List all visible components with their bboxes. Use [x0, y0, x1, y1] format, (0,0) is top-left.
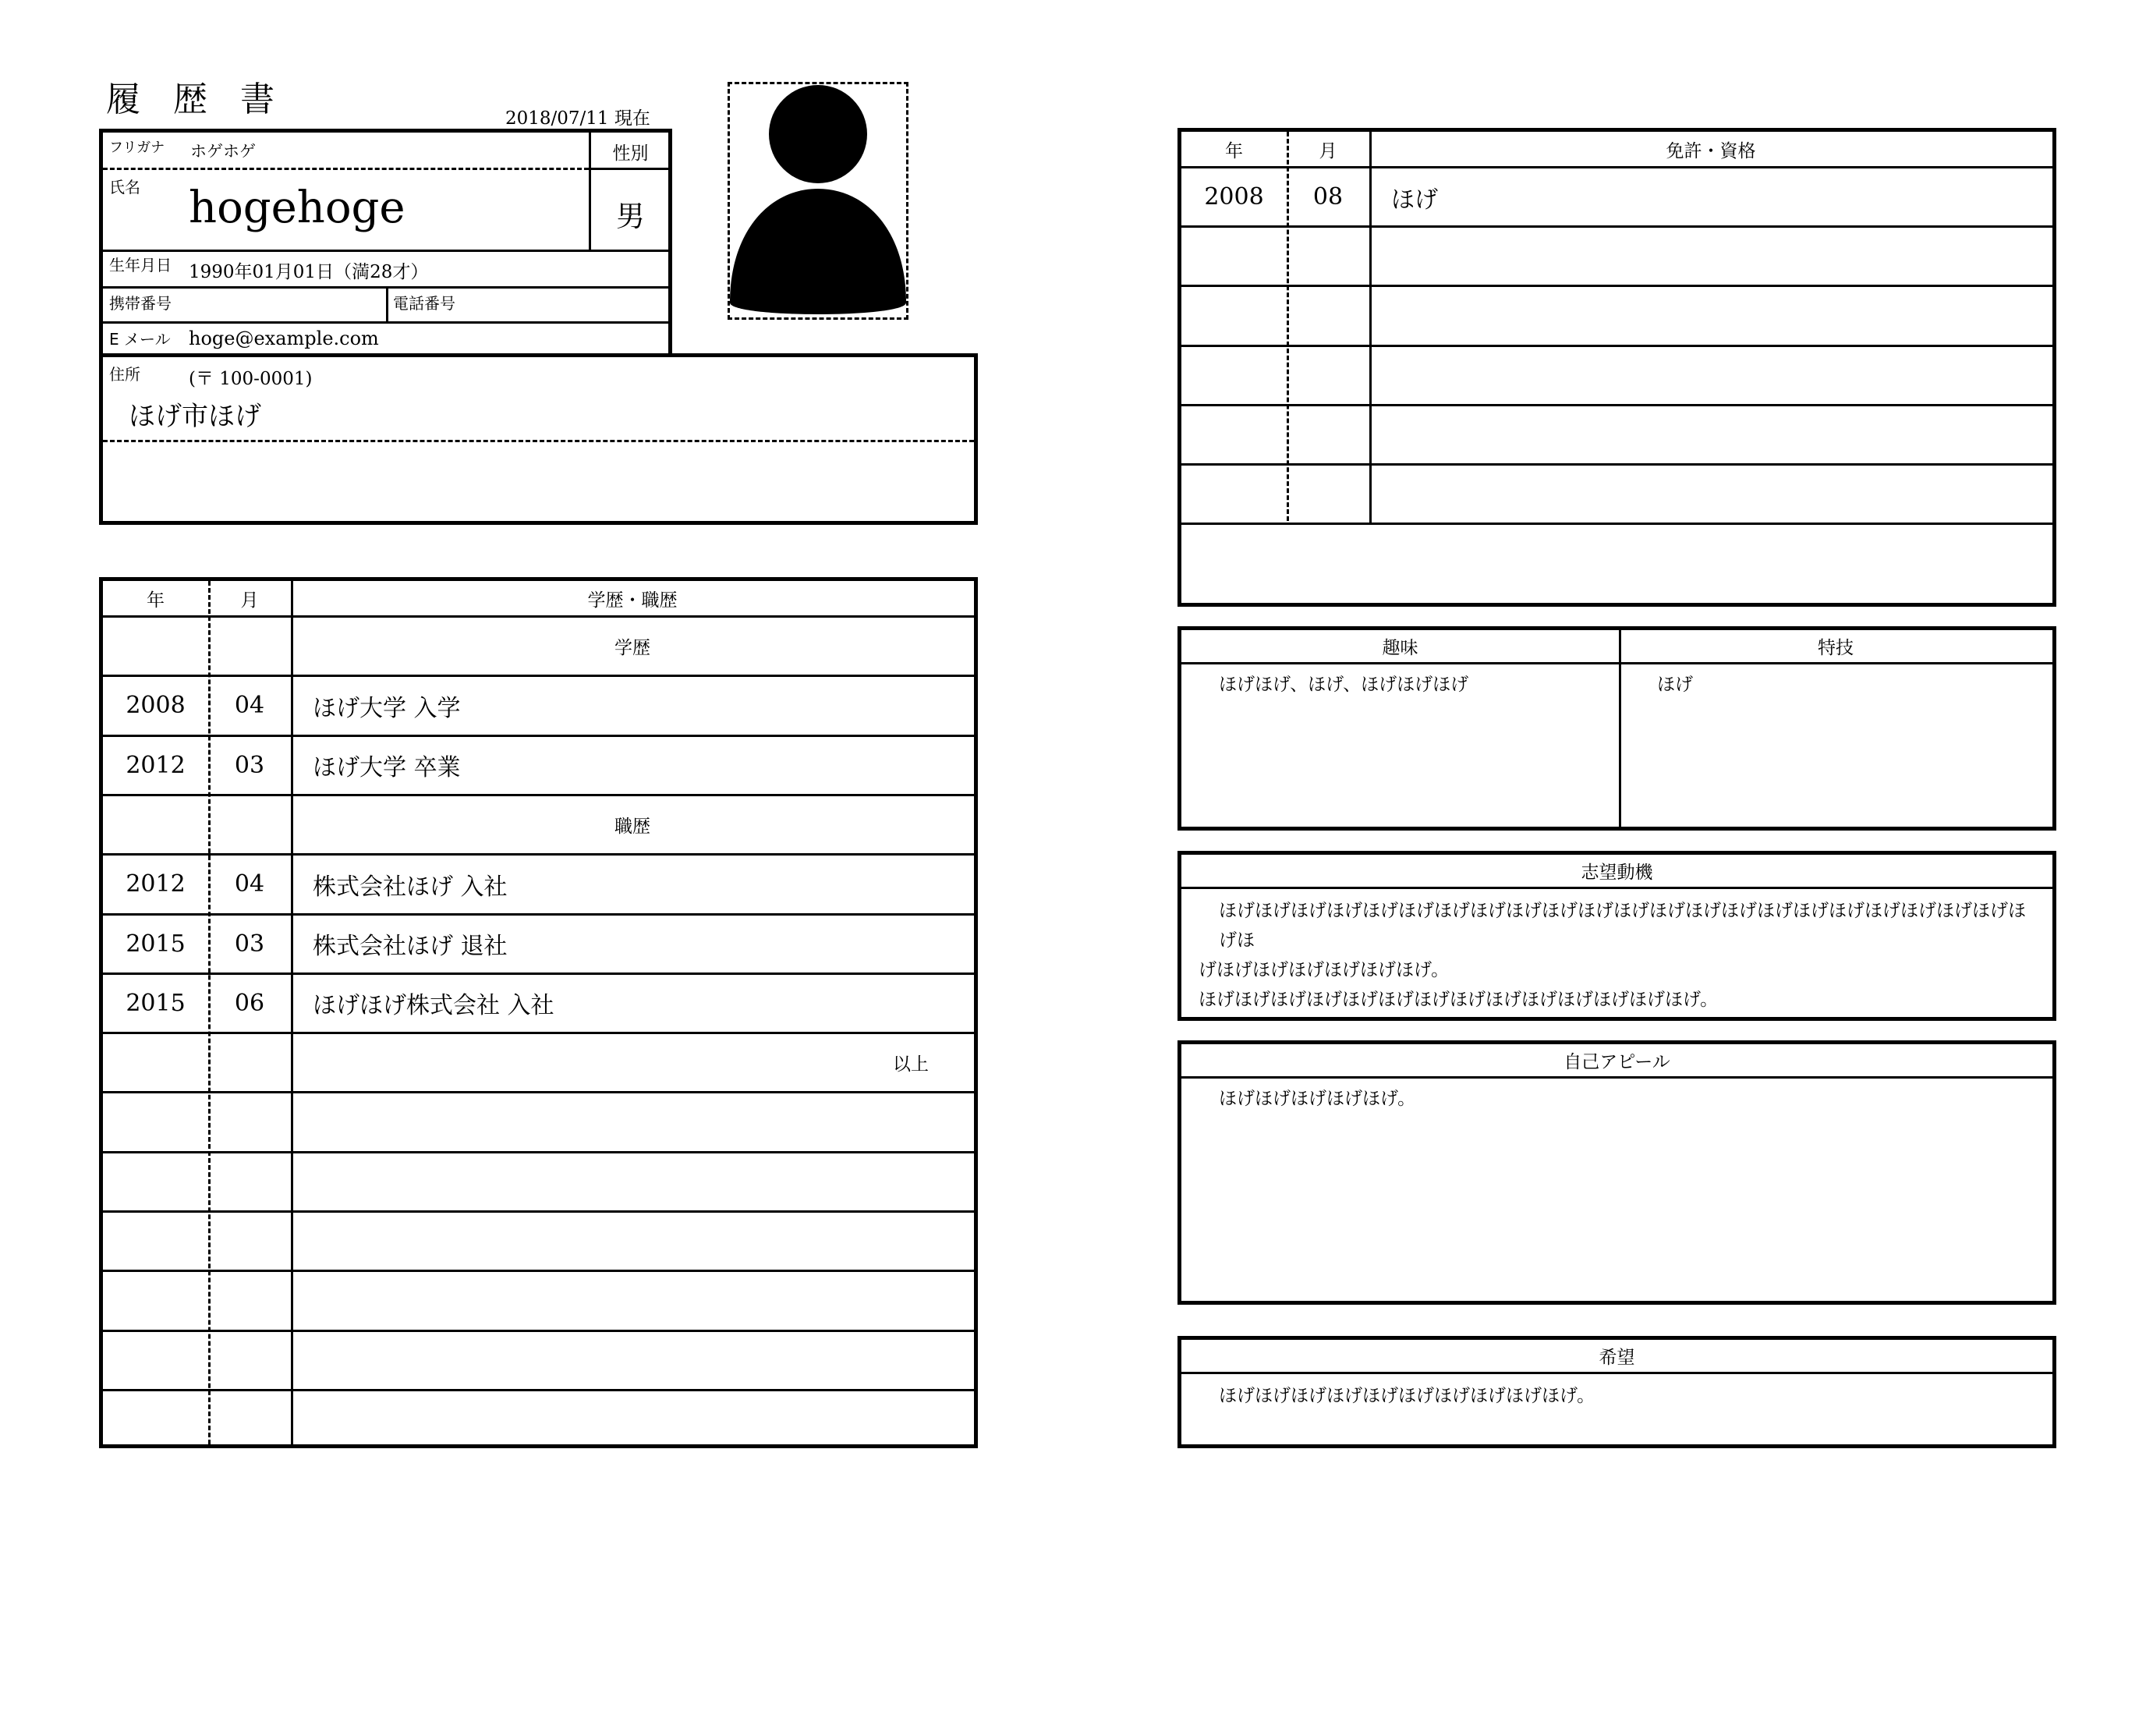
license-table — [1177, 128, 2056, 607]
history-month[interactable] — [208, 1213, 291, 1270]
furigana-value[interactable]: ホゲホゲ — [190, 142, 256, 161]
address-label: 住所 — [109, 365, 140, 384]
motivation-text[interactable] — [1199, 896, 2040, 1015]
history-year[interactable] — [103, 1153, 208, 1210]
history-row — [103, 973, 974, 1032]
history-year[interactable]: 2012 — [126, 751, 186, 779]
history-end-mark[interactable]: 以上 — [893, 1054, 929, 1075]
history-row — [103, 1210, 974, 1270]
motivation-line: ほげほげほげほげほげほげほげほげほげほげほげほげほげほげ。 — [1199, 990, 1719, 1010]
self-pr-box — [1177, 1040, 2056, 1305]
license-month[interactable]: 08 — [1312, 183, 1344, 211]
gender-value[interactable]: 男 — [616, 200, 645, 233]
person-silhouette-icon — [730, 84, 906, 317]
history-content[interactable]: 株式会社ほげ 退社 — [313, 933, 508, 961]
motivation-label: 志望動機 — [1181, 855, 2052, 889]
history-section-heading[interactable]: 学歴 — [614, 638, 650, 659]
license-month[interactable] — [1287, 347, 1369, 404]
motivation-line: げほげほげほげほげほげほげ。 — [1199, 960, 1450, 980]
history-content[interactable]: 株式会社ほげ 入社 — [313, 873, 508, 901]
history-table — [99, 577, 978, 1448]
address-box — [99, 353, 978, 525]
license-content[interactable] — [1369, 228, 2052, 285]
history-month[interactable] — [208, 796, 291, 853]
history-row — [103, 1091, 974, 1150]
license-content[interactable] — [1369, 347, 2052, 404]
license-year[interactable]: 2008 — [1204, 183, 1264, 211]
history-content[interactable] — [291, 1332, 974, 1389]
history-content[interactable] — [291, 1153, 974, 1210]
license-col-month: 月 — [1319, 140, 1337, 161]
history-year[interactable] — [103, 1034, 208, 1091]
hobbies-skills-box — [1177, 626, 2056, 831]
name-label: 氏名 — [109, 178, 140, 197]
birth-label: 生年月日 — [109, 256, 172, 275]
address-value[interactable]: ほげ市ほげ — [129, 401, 261, 432]
history-content[interactable] — [291, 1213, 974, 1270]
history-content[interactable]: ほげ大学 卒業 — [313, 754, 461, 782]
document-title: 履 歴 書 — [106, 80, 285, 119]
motivation-line: ほげほげほげほげほげほげほげほげほげほげほげほげほげほげほげほげほげほげほげほげほげほげほげほ — [1219, 901, 2026, 951]
license-month[interactable] — [1287, 406, 1369, 463]
history-year[interactable] — [103, 1093, 208, 1150]
history-row — [103, 735, 974, 794]
wishes-label: 希望 — [1181, 1340, 2052, 1374]
history-content[interactable]: ほげほげ株式会社 入社 — [313, 992, 554, 1020]
name-value[interactable]: hogehoge — [189, 182, 405, 233]
history-row — [103, 794, 974, 853]
history-row — [103, 1270, 974, 1329]
history-month[interactable]: 03 — [234, 751, 265, 779]
history-year[interactable]: 2008 — [126, 692, 186, 720]
license-year[interactable] — [1181, 287, 1287, 344]
history-year[interactable]: 2015 — [126, 989, 186, 1017]
license-content[interactable]: ほげ — [1391, 186, 1438, 214]
history-month[interactable] — [208, 1272, 291, 1329]
photo-frame[interactable] — [728, 82, 908, 320]
history-year[interactable] — [103, 1213, 208, 1270]
self-pr-text[interactable]: ほげほげほげほげほげ。 — [1219, 1089, 1416, 1109]
motivation-box — [1177, 851, 2056, 1021]
history-content[interactable]: ほげ大学 入学 — [313, 694, 461, 722]
license-year[interactable] — [1181, 228, 1287, 285]
birth-value[interactable]: 1990年01月01日（満28才） — [189, 262, 429, 282]
furigana-label: フリガナ — [109, 140, 165, 156]
history-month[interactable]: 03 — [234, 930, 265, 958]
history-col-year: 年 — [147, 590, 165, 611]
history-row — [103, 1330, 974, 1389]
history-month[interactable] — [208, 618, 291, 675]
history-month[interactable] — [208, 1093, 291, 1150]
mobile-label: 携帯番号 — [109, 294, 172, 313]
history-year[interactable] — [103, 618, 208, 675]
history-month[interactable] — [208, 1153, 291, 1210]
license-row — [1181, 225, 2052, 285]
history-month[interactable] — [208, 1391, 291, 1448]
license-col-content: 免許・資格 — [1666, 140, 1756, 161]
history-row — [103, 615, 974, 675]
history-section-heading[interactable]: 職歴 — [614, 817, 650, 838]
history-content[interactable] — [291, 1391, 974, 1448]
wishes-box — [1177, 1336, 2056, 1448]
license-content[interactable] — [1369, 287, 2052, 344]
history-row — [103, 1032, 974, 1091]
license-row — [1181, 404, 2052, 463]
license-row — [1181, 166, 2052, 225]
as-of-date: 2018/07/11 現在 — [505, 108, 650, 129]
history-month[interactable] — [208, 1332, 291, 1389]
license-year[interactable] — [1181, 406, 1287, 463]
history-content[interactable] — [291, 1272, 974, 1329]
phone-label: 電話番号 — [393, 294, 455, 313]
license-month[interactable] — [1287, 287, 1369, 344]
history-row — [103, 1389, 974, 1448]
history-year[interactable] — [103, 1272, 208, 1329]
history-year[interactable] — [103, 1391, 208, 1448]
history-col-month: 月 — [240, 590, 259, 611]
history-month[interactable]: 06 — [234, 989, 265, 1017]
email-label: E メール — [109, 330, 171, 349]
history-row — [103, 1151, 974, 1210]
history-year[interactable]: 2012 — [126, 870, 186, 898]
skills-label: 特技 — [1619, 630, 2052, 664]
license-month[interactable] — [1287, 466, 1369, 523]
history-month[interactable]: 04 — [234, 870, 265, 898]
license-year[interactable] — [1181, 347, 1287, 404]
license-row — [1181, 345, 2052, 404]
license-content[interactable] — [1369, 466, 2052, 523]
history-content[interactable] — [291, 1093, 974, 1150]
history-month[interactable] — [208, 1034, 291, 1091]
history-row — [103, 853, 974, 912]
license-blank-area — [1181, 523, 2052, 603]
personal-info-box — [99, 129, 672, 357]
history-col-content: 学歴・職歴 — [587, 590, 678, 611]
email-value[interactable]: hoge@example.com — [189, 328, 379, 349]
license-col-year: 年 — [1225, 140, 1243, 161]
history-year[interactable] — [103, 796, 208, 853]
history-year[interactable] — [103, 1332, 208, 1389]
wishes-text[interactable]: ほげほげほげほげほげほげほげほげほげほげ。 — [1219, 1386, 1595, 1406]
history-row — [103, 675, 974, 734]
license-row — [1181, 285, 2052, 344]
skills-text[interactable]: ほげ — [1657, 675, 1693, 695]
hobbies-label: 趣味 — [1181, 630, 1619, 664]
history-month[interactable]: 04 — [234, 692, 265, 720]
license-year[interactable] — [1181, 466, 1287, 523]
postal-code[interactable]: (〒 100-0001) — [189, 369, 313, 389]
license-row — [1181, 463, 2052, 523]
history-row — [103, 913, 974, 973]
gender-label: 性別 — [612, 143, 649, 164]
license-month[interactable] — [1287, 228, 1369, 285]
history-year[interactable]: 2015 — [126, 930, 186, 958]
hobbies-text[interactable]: ほげほげ、ほげ、ほげほげほげ — [1219, 675, 1469, 695]
license-content[interactable] — [1369, 406, 2052, 463]
self-pr-label: 自己アピール — [1181, 1044, 2052, 1079]
